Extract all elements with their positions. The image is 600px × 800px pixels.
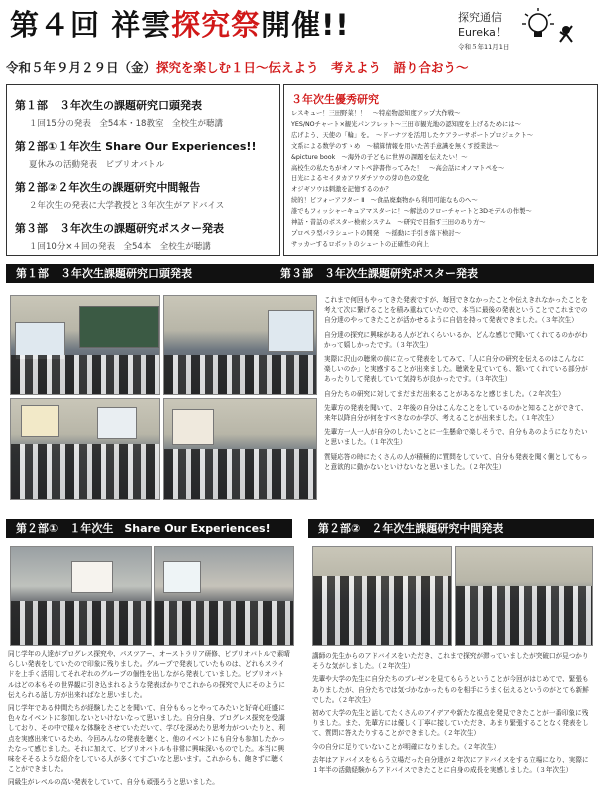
section2-left-title: 第２部① １年次生 Share Our Experiences! bbox=[16, 522, 271, 535]
excellent-research-box bbox=[283, 84, 598, 256]
lightbulb-icon bbox=[520, 6, 582, 44]
student-comment: 先輩や大学の先生に自分たちのプレゼンを見てもらうということが今回がはじめてで、緊張もありましたが、自分たちでは気づかなかったものを相手にうまく伝えるというのがとても新鮮でした。（２年次生） bbox=[312, 675, 589, 704]
student-comment: 質疑応答の時にたくさんの人が積極的に質問をしていて、自分も発表を聞く側としてもっと意欲的に動かないといけないなと思いました。（２年次生） bbox=[324, 452, 588, 471]
excellent-research-list bbox=[291, 109, 591, 251]
section2-right-header-bar bbox=[308, 519, 594, 538]
list-item: YES/NOチャート×観光パンフレット～三田市観光地の認知度を上げるためには～ bbox=[291, 120, 521, 128]
section1-left-title: 第１部 ３年次生課題研究口頭発表 bbox=[16, 267, 192, 280]
student-comment: 今の自分に足りていないことが明確になりました。（２年次生） bbox=[312, 742, 500, 751]
program-heading: 第１部 ３年次生の課題研究口頭発表 bbox=[15, 99, 202, 112]
student-comment: 初めて大学の先生と話してたくさんのアイデアや新たな視点を発見できたことが一番印象に残りました。また、先輩方には優しく丁寧に接していただき、あまり緊張することなく発表をして、質問に答えたりすることができました。（２年次生） bbox=[312, 709, 589, 738]
photo-oral-presentation-1 bbox=[10, 295, 160, 395]
photo-poster-session-1 bbox=[10, 398, 160, 500]
student-comment: 自分たちの研究に対してまだまだ出来ることがあるなと感じました。（２年次生） bbox=[324, 389, 565, 398]
list-item: レスキュー！三田野菜！！ ～特産物認知度アップ大作戦～ bbox=[291, 110, 461, 117]
photo-second-year-interim-2 bbox=[455, 546, 593, 646]
list-item: &picture book ～海外の子どもに世界の課題を伝えたい！～ bbox=[291, 153, 468, 161]
list-item: プロペラ型パラシュートの開発 ～揺動に手引き落下検討～ bbox=[291, 229, 461, 237]
bulletin-name: 探究通信 bbox=[458, 11, 502, 24]
program-sub: 夏休みの活動発表 ビブリオバトル bbox=[29, 160, 165, 170]
list-item: 誰でもフィッシャーキュアマスターに！～解法のフローチャートと3Dモデルの作製～ bbox=[291, 208, 532, 216]
program-sub: １回10分×４回の発表 全54本 全校生が聴講 bbox=[29, 242, 211, 252]
event-date: 令和５年９月２９日（金） bbox=[6, 60, 157, 75]
bulletin-date: 令和５年11月1日 bbox=[458, 43, 510, 51]
student-comment: 同じ学年の人達がプログレス探究や、パスツアー、オーストラリア研修、ビブリオバトルで素晴らしい発表をしていたので印象に残りました。グループで発表していたものは、どれもスライドを上手く活用してそれぞれのグループの個性を出しながら発表していました。ビブリオバトルはどの本もその世界観に引き込まれるような発表ばかりでこれからの探究で人にそのように伝えられる話し方が出来ればなと思いました。 bbox=[8, 650, 290, 699]
student-comment: 同級生がレベルの高い発表をしていて、自分も頑張ろうと思いました。 bbox=[8, 778, 219, 787]
program-box bbox=[6, 84, 280, 256]
page-title bbox=[10, 3, 350, 44]
excellent-research-title: ３年次生優秀研究 bbox=[291, 93, 379, 106]
section1-right-title: 第３部 ３年次生課題研究ポスター発表 bbox=[280, 267, 478, 280]
program-sub: １回15分の発表 全54本・18教室 全校生が聴講 bbox=[29, 119, 223, 129]
list-item: 日光によるセイタカアワダチソウの芽の色の変化 bbox=[291, 175, 429, 183]
list-item: 広げよう、天使の「輪」を。 ～ドーナツを活用したケアラーサポートプロジェクト～ bbox=[291, 131, 534, 139]
bulletin-eureka: Eureka！ bbox=[458, 26, 507, 39]
photo-oral-presentation-2 bbox=[163, 295, 317, 395]
title-part1: 第４回 祥雲 bbox=[10, 8, 172, 42]
student-comment: 同じ学年である仲間たちが経験したことを聞いて、自分ももっとやってみたいと好奇心旺盛に色々なイベントに参加しないといけないなって思いました。自分自身、プログレス探究を受講しており、その中で様々な体験をさせていただいて、学びを深めたり思考力がついたりと、利点を実感出来ているため、今回みんなの発表を聴くと、他のイベントにも自分も参加したかったなって感じました。それに加えて、ビブリオバトルも非常に興味深いものでした。本当に興味をそそるような紹介をしている人が多くてすごいなと思います。これからも、飽きずに聴くことができました。 bbox=[8, 704, 285, 774]
section1-comments bbox=[324, 295, 588, 476]
photo-second-year-interim-1 bbox=[312, 546, 452, 646]
list-item: 神話・昔話のポスター検索システム ～研究で目指す三田のあり方～ bbox=[291, 219, 486, 227]
section2-right-title: 第２部② ２年次生課題研究中間発表 bbox=[318, 522, 504, 535]
student-comment: 先輩方の発表を聞いて、２年後の自分はこんなことをしているのかと知ることができて、来年以降自分が何をすべきなのか学び、考えることが出来ました。（１年次生） bbox=[324, 403, 588, 423]
student-comment: 去年はアドバイスをもらう立場だった自分達が２年次にアドバイスをする立場になり、実際に１年半の活動経験からアドバイスできたことに自身の成長を実感しました。（３年次生） bbox=[312, 755, 589, 775]
list-item: オジギソウは刺激を記憶するのか？ bbox=[291, 186, 392, 194]
bulletin-block bbox=[458, 10, 509, 55]
list-item: 高校生の私たちがオノマトペ辞書作ってみた！ ～高会話にオノマトペを～ bbox=[291, 164, 505, 172]
list-item: 続的！ビフォーアフター Ⅱ ～食品廃棄物から利用可能なものへ～ bbox=[291, 197, 478, 205]
section1-header-bar bbox=[6, 264, 594, 283]
photo-first-year-hall-1 bbox=[10, 546, 152, 646]
student-comment: 先輩方一人一人が自分のしたいことに一生懸命で楽しそうで、自分もあのようになりたいと思いました。（１年次生） bbox=[324, 428, 588, 447]
program-heading: 第２部②２年次生の課題研究中間報告 bbox=[15, 181, 201, 194]
list-item: サッカーするロボットのシュートの正確性の向上 bbox=[291, 240, 429, 248]
section2-right-comments bbox=[312, 651, 592, 778]
student-comment: 実際に沢山の聴衆の前に立って発表をしてみて、「人に自分の研究を伝えるのはこんなに楽しいのか」と実感することが出来ました。聴衆を見ていても、頷いてくれている部分があったりして発表していて気持ちが良かったです。（３年次生） bbox=[324, 355, 588, 384]
student-comment: これまで何回もやってきた発表ですが、毎回できなかったことや伝えきれなかったことを考えて次に繋げることを積み重ねていたので、本当に最後の発表ということでこれまでの自分達のやってきたことが活かせるように自信を持って発表できました。（３年次生） bbox=[324, 296, 588, 325]
section2-left-header-bar bbox=[6, 519, 292, 538]
student-comment: 講師の先生からのアドバイスをいただき、これまで探究が滞っていましたが突破口が見つかりそうな気がしました。（２年次生） bbox=[312, 652, 589, 671]
title-highlight: 探究祭 bbox=[171, 8, 262, 42]
program-heading: 第３部 ３年次生の課題研究ポスター発表 bbox=[15, 222, 224, 235]
event-slogan: 探究を楽しむ１日～伝えよう 考えよう 語り合おう～ bbox=[156, 60, 469, 75]
event-date-line bbox=[6, 58, 469, 76]
photo-poster-session-2 bbox=[163, 398, 317, 500]
student-comment: 自分達の探究に興味がある人がどれくらいいるか、どんな感じで聞いてくれてるのかがわかって嬉しかったです。（３年次生） bbox=[324, 330, 588, 349]
section2-left-comments bbox=[8, 649, 290, 791]
photo-first-year-hall-2 bbox=[154, 546, 294, 646]
list-item: 文系による数学のすゝめ ～積算情報を用いた苦手意識を無くす授業法～ bbox=[291, 142, 499, 150]
title-part2: 開催!! bbox=[261, 8, 350, 42]
program-sub: ２年次生の発表に大学教授と３年次生がアドバイス bbox=[29, 201, 225, 211]
program-heading: 第２部①１年次生 Share Our Experiences!! bbox=[15, 140, 257, 153]
